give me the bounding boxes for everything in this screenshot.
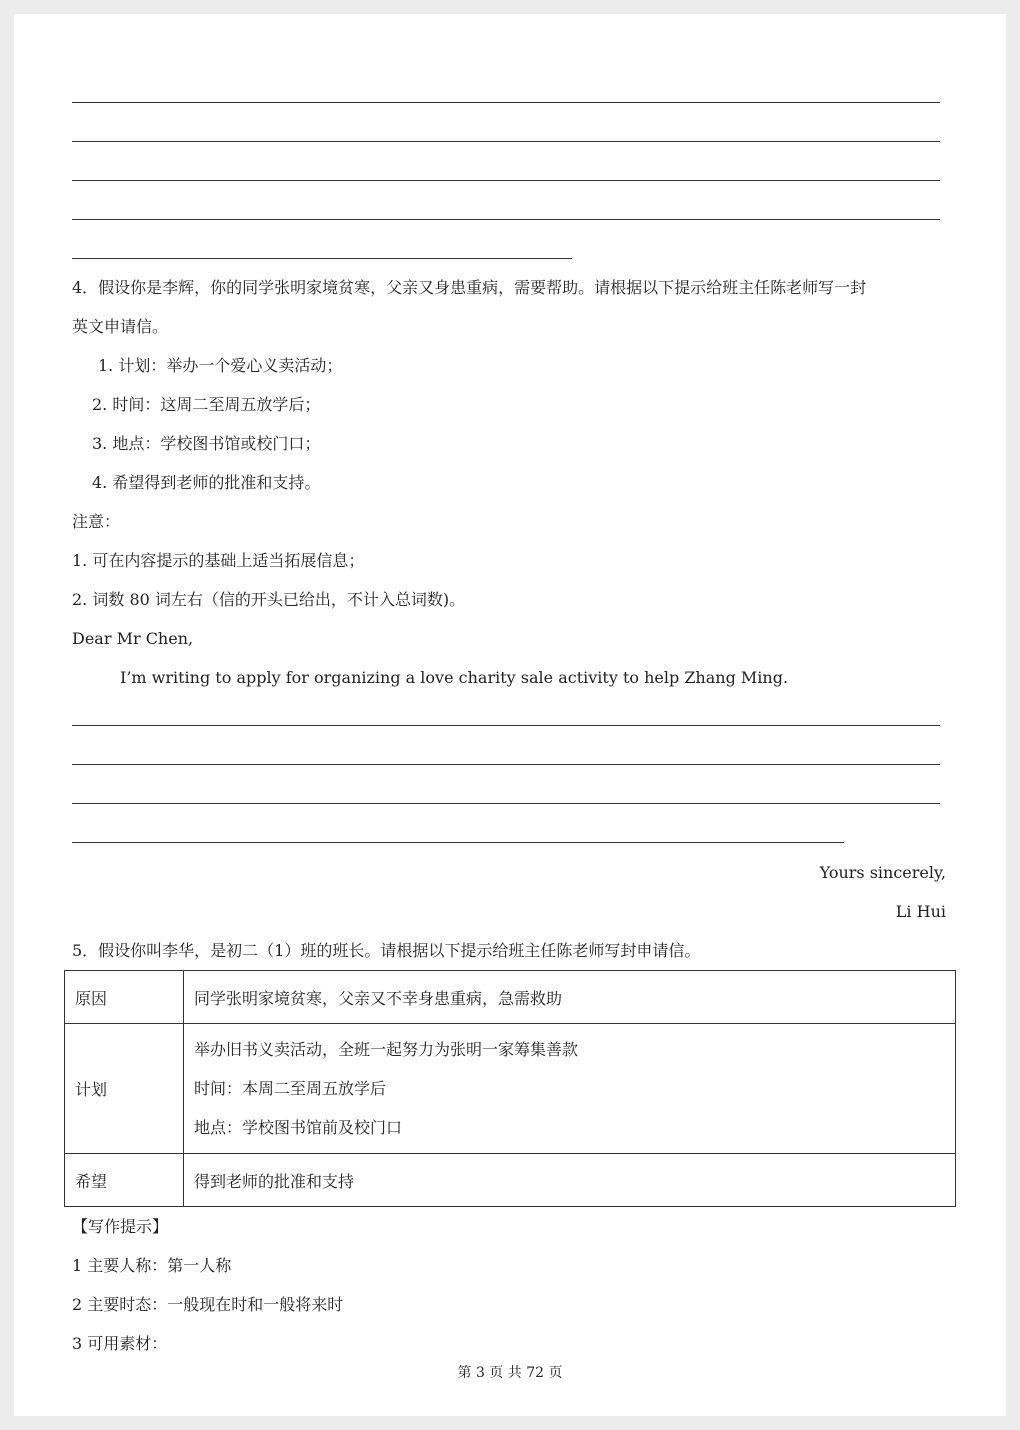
document-page (14, 14, 1006, 1416)
plan-line: 举办旧书义卖活动，全班一起努力为张明一家筹集善款 (194, 1040, 579, 1059)
plan-line: 时间：本周二至周五放学后 (194, 1079, 387, 1098)
q4-hint-1: 1. 计划：举办一个爱心义卖活动； (98, 356, 343, 375)
letter-signature: Li Hui (895, 902, 946, 921)
letter-salutation: Dear Mr Chen, (72, 629, 194, 648)
q4-hint-4: 4. 希望得到老师的批准和支持。 (92, 473, 321, 492)
q4-note-title: 注意： (72, 512, 121, 531)
writing-line (72, 258, 572, 259)
table-row (65, 971, 956, 1024)
q4-hint-3: 3. 地点：学校图书馆或校门口； (92, 434, 321, 453)
tip-2: 2 主要时态：一般现在时和一般将来时 (72, 1295, 344, 1314)
writing-line (72, 219, 940, 220)
hope-text: 得到老师的批准和支持 (184, 1154, 956, 1207)
q4-note-1: 1. 可在内容提示的基础上适当拓展信息； (72, 551, 365, 570)
q5-prompt: 5．假设你叫李华，是初二（1）班的班长。请根据以下提示给班主任陈老师写封申请信。 (72, 941, 701, 960)
writing-line (72, 725, 940, 726)
reason-text: 同学张明家境贫寒，父亲又不幸身患重病，急需救助 (184, 971, 956, 1024)
q4-prompt-line2: 英文申请信。 (72, 317, 169, 336)
table-row (65, 1024, 956, 1154)
plan-label: 计划 (65, 1024, 184, 1154)
tip-3: 3 可用素材： (72, 1334, 168, 1353)
writing-line (72, 141, 940, 142)
q4-note-2: 2. 词数 80 词左右（信的开头已给出，不计入总词数)。 (72, 590, 466, 609)
writing-line (72, 764, 940, 765)
reason-label: 原因 (65, 971, 184, 1024)
plan-cell (184, 1024, 956, 1154)
plan-line: 地点：学校图书馆前及校门口 (194, 1118, 403, 1137)
writing-line (72, 102, 940, 103)
letter-opening: I’m writing to apply for organizing a love charity sale activity to help Zhang Ming. (120, 668, 789, 687)
letter-closing: Yours sincerely, (819, 863, 946, 882)
q5-hint-table (64, 970, 956, 1207)
q4-hint-2: 2. 时间：这周二至周五放学后； (92, 395, 321, 414)
hope-label: 希望 (65, 1154, 184, 1207)
q4-prompt-line1: 4．假设你是李辉，你的同学张明家境贫寒，父亲又身患重病，需要帮助。请根据以下提示给班主任陈老师写一封 (72, 278, 867, 297)
writing-line (72, 180, 940, 181)
writing-line (72, 803, 940, 804)
tip-1: 1 主要人称：第一人称 (72, 1256, 232, 1275)
tips-title: 【写作提示】 (72, 1217, 169, 1236)
writing-line (72, 842, 844, 843)
table-row (65, 1154, 956, 1207)
page-footer: 第 3 页 共 72 页 (457, 1365, 563, 1381)
